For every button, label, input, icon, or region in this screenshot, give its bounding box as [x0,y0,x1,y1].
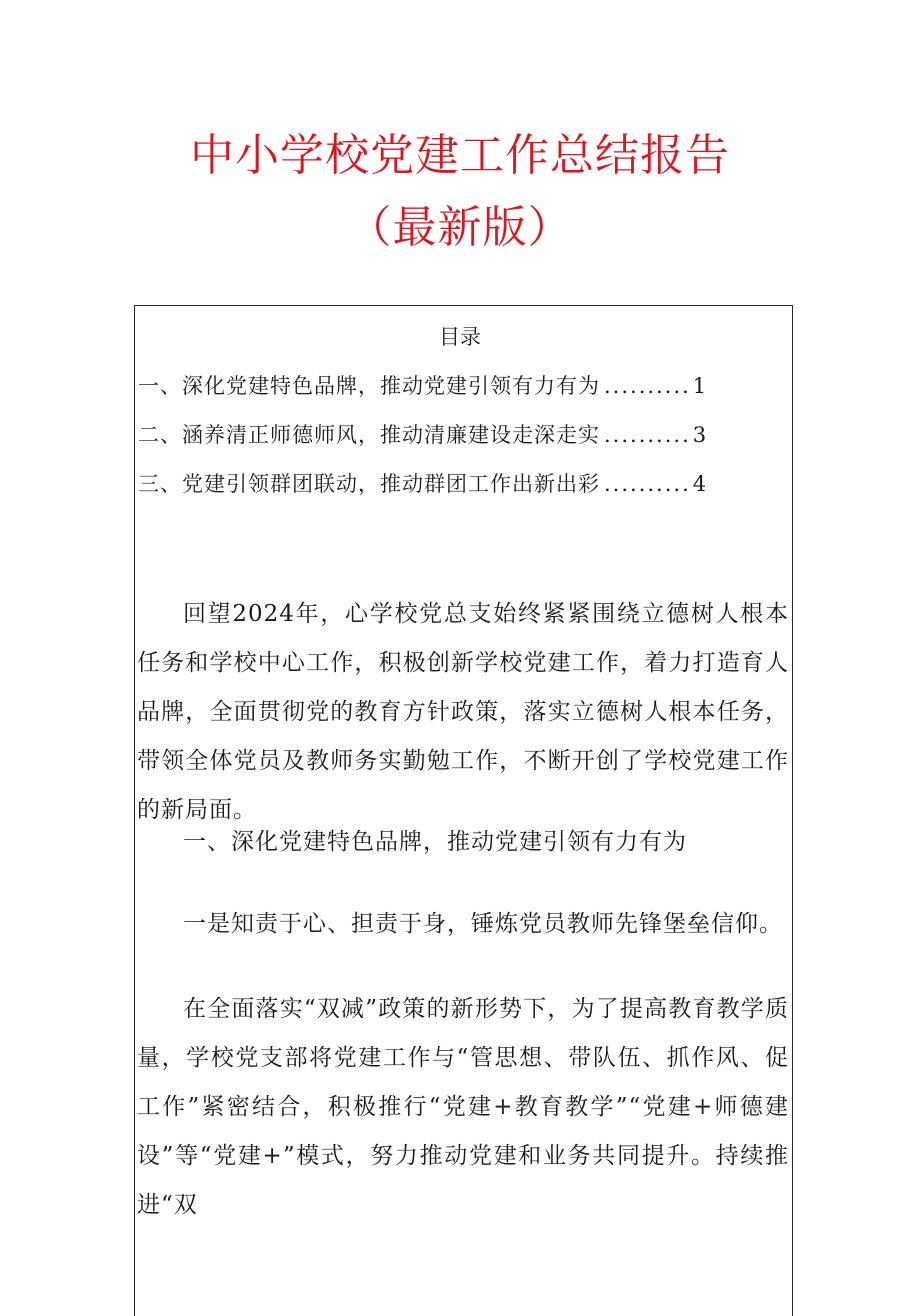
toc-page-number: 3 [692,423,708,447]
section-subheading: 一是知责于心、担责于身，锤炼党员教师先锋堡垒信仰。 [183,911,783,937]
intro-paragraph: 回望2024年，心学校党总支始终紧紧围绕立德树人根本任务和学校中心工作，积极创新学校党建工作，着力打造育人品牌，全面贯彻党的教育方针政策，落实立德树人根本任务，带领全体党员及教师务实勤勉工作，不断开创了学校党建工作的新局面。 [137,601,789,823]
toc-item[interactable] [138,421,707,449]
toc-page-number: 4 [692,472,708,496]
toc-leader-dots: .......... [604,423,691,447]
toc-item[interactable] [138,470,707,498]
toc-leader-dots: .......... [604,374,691,398]
toc-heading: 目录 [439,325,481,349]
toc-leader-dots: .......... [604,472,691,496]
document-subtitle: （最新版） [347,202,573,253]
toc-item[interactable] [138,372,707,400]
body-paragraph: 在全面落实“双减”政策的新形势下，为了提高教育教学质量，学校党支部将党建工作与“管思想、带队伍、抓作风、促工作”紧密结合，积极推行“党建+教育教学”“党建+师德建设”等“党建+”模式，努力推动党建和业务共同提升。持续推进“双 [137,996,789,1218]
toc-item-label: 二、涵养清正师德师风，推动清廉建设走深走实 [138,423,600,447]
toc-item-label: 三、党建引领群团联动，推动群团工作出新出彩 [138,472,600,496]
document-title: 中小学校党建工作总结报告 [190,130,730,181]
toc-item-label: 一、深化党建特色品牌，推动党建引领有力有为 [138,374,600,398]
toc-page-number: 1 [692,374,708,398]
section-heading: 一、深化党建特色品牌，推动党建引领有力有为 [183,829,687,855]
